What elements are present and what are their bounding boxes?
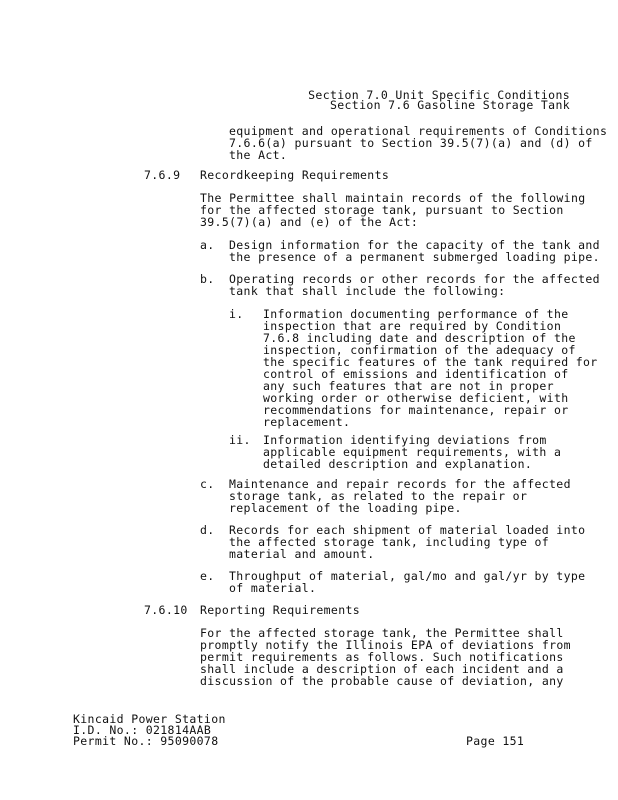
recordkeeping-intro-1: The Permittee shall maintain records of the following [200,191,586,205]
reporting-line-2: promptly notify the Illinois EPA of deviations from [200,638,571,652]
subitem-i-line-2: inspection that are required by Condition [263,319,562,333]
section-number-7-6-9: 7.6.9 [144,168,181,182]
footer-facility: Kincaid Power Station [73,712,226,726]
item-label-e: e. [200,569,215,583]
item-c-line-2: storage tank, as related to the repair or [229,489,528,503]
subitem-i-line-10: replacement. [263,415,351,429]
subitem-ii-line-3: detailed description and explanation. [263,457,533,471]
item-d-line-2: the affected storage tank, including type of [229,535,550,549]
section-title-reporting: Reporting Requirements [200,603,361,617]
intro-line-1: equipment and operational requirements of Conditions [229,124,608,138]
item-label-d: d. [200,523,215,537]
intro-line-3: the Act. [229,148,288,162]
item-b-line-1: Operating records or other records for the affected [229,272,600,286]
item-label-c: c. [200,477,215,491]
section-title-recordkeeping: Recordkeeping Requirements [200,168,390,182]
subitem-i-line-3: 7.6.8 including date and description of the [263,331,576,345]
section-header-line1: Section 7.0 Unit Specific Conditions [308,88,570,102]
item-a-line-2: the presence of a permanent submerged loading pipe. [229,250,600,264]
intro-line-2: 7.6.6(a) pursuant to Section 39.5(7)(a) and (d) of [229,136,593,150]
item-a-line-1: Design information for the capacity of the tank and [229,238,600,252]
footer-page-number: Page 151 [466,734,525,748]
item-e-line-1: Throughput of material, gal/mo and gal/yr by type [229,569,586,583]
reporting-line-1: For the affected storage tank, the Permittee shall [200,626,564,640]
recordkeeping-intro-3: 39.5(7)(a) and (e) of the Act: [200,215,419,229]
item-d-line-1: Records for each shipment of material loaded into [229,523,586,537]
item-d-line-3: material and amount. [229,547,375,561]
subitem-i-line-4: inspection, confirmation of the adequacy of [263,343,576,357]
item-label-b: b. [200,272,215,286]
subitem-i-line-1: Information documenting performance of the [263,307,569,321]
subitem-ii-line-1: Information identifying deviations from [263,433,547,447]
section-number-7-6-10: 7.6.10 [144,603,188,617]
footer-permit: Permit No.: 95090078 [73,734,219,748]
subitem-i-line-7: any such features that are not in proper [263,379,554,393]
subitem-i-line-8: working order or otherwise deficient, with [263,391,569,405]
subitem-label-ii: ii. [229,433,251,447]
subitem-i-line-6: control of emissions and identification of [263,367,569,381]
reporting-line-4: shall include a description of each incident and a [200,662,564,676]
item-label-a: a. [200,238,215,252]
reporting-line-3: permit requirements as follows. Such notifications [200,650,564,664]
item-c-line-3: replacement of the loading pipe. [229,501,462,515]
subitem-i-line-5: the specific features of the tank required for [263,355,598,369]
recordkeeping-intro-2: for the affected storage tank, pursuant to Section [200,203,564,217]
footer-id: I.D. No.: 021814AAB [73,723,212,737]
item-e-line-2: of material. [229,581,317,595]
section-header-line2: Section 7.6 Gasoline Storage Tank [329,98,570,112]
item-b-line-2: tank that shall include the following: [229,284,506,298]
subitem-label-i: i. [229,307,244,321]
subitem-i-line-9: recommendations for maintenance, repair or [263,403,569,417]
item-c-line-1: Maintenance and repair records for the affected [229,477,571,491]
reporting-line-5: discussion of the probable cause of deviation, any [200,674,564,688]
subitem-ii-line-2: applicable equipment requirements, with a [263,445,562,459]
